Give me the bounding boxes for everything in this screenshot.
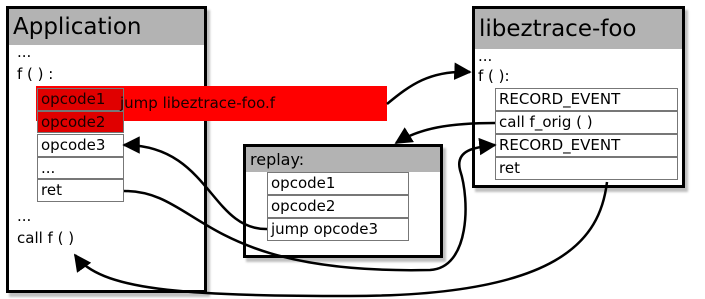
ellipsis-cell: ... <box>37 157 124 179</box>
arrow-jump-to-lib <box>387 72 470 104</box>
opcode1-cell: opcode1 <box>37 88 124 111</box>
jump-label: jump libeztrace-foo.f <box>120 94 276 112</box>
libeztrace-title: libeztrace-foo <box>475 9 682 49</box>
application-ellipsis-top: ... <box>17 43 32 61</box>
replay-opcode1-cell: opcode1 <box>267 172 409 195</box>
arrow-replay-to-opcode3 <box>124 145 267 229</box>
application-function-label: f ( ) : <box>17 65 54 83</box>
call-f-orig-cell: call f_orig ( ) <box>495 111 678 134</box>
record-event-cell-1: RECORD_EVENT <box>495 88 678 111</box>
lib-ret-cell: ret <box>495 157 678 180</box>
replay-opcode2-cell: opcode2 <box>267 195 409 218</box>
record-event-cell-2: RECORD_EVENT <box>495 134 678 157</box>
arrow-call-to-replay <box>396 123 495 143</box>
arrow-lib-ret-to-call <box>75 182 607 296</box>
ret-cell: ret <box>37 179 124 202</box>
arrow-ret-to-lib <box>124 145 495 270</box>
opcode2-cell: opcode2 <box>37 111 124 133</box>
call-f-label: call f ( ) <box>17 229 75 247</box>
libeztrace-ellipsis: ... <box>478 47 493 65</box>
libeztrace-function-label: f ( ): <box>478 67 510 85</box>
replay-title: replay: <box>246 147 440 172</box>
application-title: Application <box>9 9 204 45</box>
opcode3-cell: opcode3 <box>37 134 124 157</box>
replay-jump-cell: jump opcode3 <box>267 218 409 241</box>
application-ellipsis-bottom: ... <box>17 207 32 225</box>
